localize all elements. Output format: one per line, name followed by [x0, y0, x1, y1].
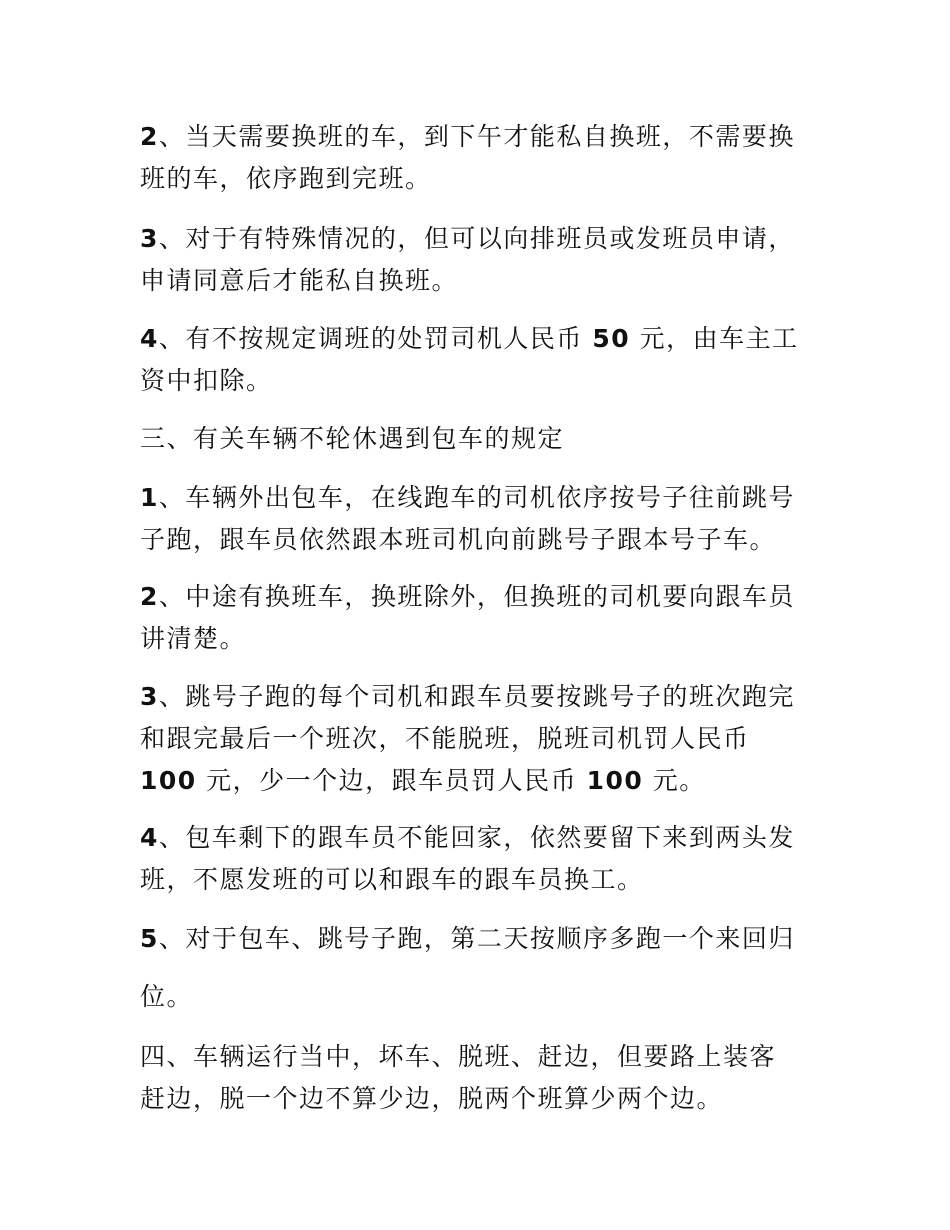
paragraph-item-5-next-day — [140, 918, 820, 960]
text-line — [140, 218, 820, 260]
text-line: 赶边，脱一个边不算少边，脱两个班算少两个边。 — [140, 1084, 724, 1113]
heading-text: 三、有关车辆不轮休遇到包车的规定 — [140, 424, 565, 453]
heading-text: 四、车辆运行当中，坏车、脱班、赶边，但要路上装客 — [140, 1042, 777, 1071]
text-line — [140, 859, 820, 901]
item-number: 2 — [140, 582, 159, 611]
text-line — [140, 158, 820, 200]
section-heading-3 — [140, 418, 820, 460]
line-text: 讲清楚。 — [140, 624, 247, 653]
paragraph-item-3-special-cases — [140, 218, 820, 302]
text-line — [140, 976, 820, 1018]
penalty-amount: 50 — [592, 324, 631, 353]
item-number: 2 — [140, 122, 159, 151]
text-line — [140, 676, 820, 718]
line-text: 、车辆外出包车，在线跑车的司机依序按号子往前跳号 — [158, 483, 795, 512]
line-text: 、对于有特殊情况的，但可以向排班员或发班员申请， — [158, 224, 795, 253]
line-text: 元，少一个边，跟车员罚人民币 — [196, 766, 587, 795]
paragraph-item-4-penalty — [140, 318, 820, 402]
paragraph-item-1-charter — [140, 477, 820, 561]
line-text: 位。 — [140, 982, 194, 1011]
text-line — [140, 519, 820, 561]
text-line — [140, 718, 820, 760]
item-number: 3 — [140, 682, 159, 711]
paragraph-item-4-remaining-staff — [140, 817, 820, 901]
penalty-amount: 100 — [140, 766, 197, 795]
section-heading-4 — [140, 1036, 820, 1120]
text-line — [140, 760, 820, 802]
line-text: 班，不愿发班的可以和跟车的跟车员换工。 — [140, 865, 644, 894]
paragraph-item-5-continuation — [140, 976, 820, 1018]
text-line — [140, 618, 820, 660]
item-number: 4 — [140, 324, 159, 353]
text-line — [140, 918, 820, 960]
paragraph-item-2-midway-change — [140, 576, 820, 660]
text-line — [140, 576, 820, 618]
text-line — [140, 260, 820, 302]
line-text: 申请同意后才能私自换班。 — [140, 266, 459, 295]
line-text: 元，由车主工 — [630, 324, 799, 353]
item-number: 3 — [140, 224, 159, 253]
line-text: 、跳号子跑的每个司机和跟车员要按跳号子的班次跑完 — [158, 682, 795, 711]
paragraph-item-3-skip-number — [140, 676, 820, 802]
paragraph-item-2-shift-change — [140, 116, 820, 200]
line-text: 、中途有换班车，换班除外，但换班的司机要向跟车员 — [158, 582, 795, 611]
item-number: 5 — [140, 924, 159, 953]
item-number: 4 — [140, 823, 159, 852]
line-text: 、有不按规定调班的处罚司机人民币 — [158, 324, 593, 353]
text-line — [140, 318, 820, 360]
line-text: 子跑，跟车员依然跟本班司机向前跳号子跟本号子车。 — [140, 525, 777, 554]
line-text: 和跟完最后一个班次，不能脱班，脱班司机罚人民币 — [140, 724, 750, 753]
line-text: 、包车剩下的跟车员不能回家，依然要留下来到两头发 — [158, 823, 795, 852]
penalty-amount: 100 — [586, 766, 644, 795]
line-text: 班的车，依序跑到完班。 — [140, 164, 432, 193]
line-text: 、对于包车、跳号子跑，第二天按顺序多跑一个来回归 — [158, 924, 795, 953]
line-text: 资中扣除。 — [140, 366, 273, 395]
text-line — [140, 116, 820, 158]
line-text: 、当天需要换班的车，到下午才能私自换班，不需要换 — [158, 122, 795, 151]
text-line — [140, 817, 820, 859]
item-number: 1 — [140, 483, 159, 512]
text-line — [140, 477, 820, 519]
line-text: 元。 — [643, 766, 706, 795]
text-line — [140, 360, 820, 402]
